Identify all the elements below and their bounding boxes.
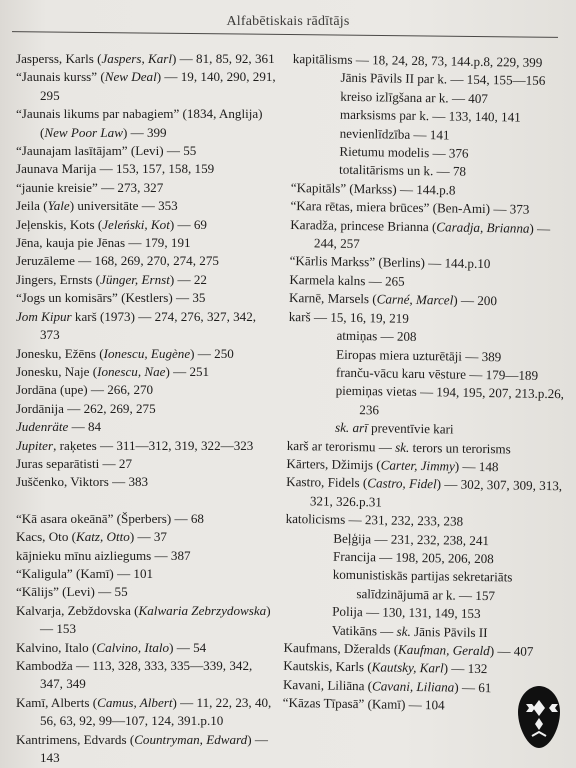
index-entry: Jom Kipur karš (1973) — 274, 276, 327, 342, 373 xyxy=(16,308,257,343)
index-subentry: Jānis Pāvils II par k. — 154, 155—156 xyxy=(340,70,546,89)
index-subentry: franču-vācu karu vēsture — 179—189 xyxy=(335,364,539,383)
page-header: Alfabētiskais rādītājs xyxy=(226,14,350,29)
index-entry: Karnē, Marsels (Carné, Marcel) — 200 xyxy=(288,290,498,309)
index-entry: “Jaunajam lasītājam” (Levi) — 55 xyxy=(16,143,197,159)
index-entry: Jordānija — 262, 269, 275 xyxy=(16,400,156,416)
index-entry: Jeļenskis, Kots (Jeleński, Kot) — 69 xyxy=(16,216,207,232)
index-entry: Judenräte — 84 xyxy=(16,419,102,435)
index-subentry: komunistiskās partijas sekretariāts salīdzinājumā ar k. — 157 xyxy=(332,567,513,604)
index-subentry: marksisms par k. — 133, 140, 141 xyxy=(339,106,521,125)
index-entry: kājnieku mīnu aizliegums — 387 xyxy=(16,547,191,563)
index-entry: Kalvarja, Zebždovska (Kalwaria Zebrzydowska) — 153 xyxy=(16,602,271,637)
index-column-left xyxy=(16,50,276,767)
index-subentry: kreiso izlīgšana ar k. — 407 xyxy=(340,88,489,106)
index-entry: Kautskis, Karls (Kautsky, Karl) — 132 xyxy=(283,658,488,677)
index-entry: Jaunava Marija — 153, 157, 158, 159 xyxy=(16,161,215,177)
index-subentry: sk. arī preventīvie kari xyxy=(334,419,454,437)
index-column-right xyxy=(283,50,573,717)
index-entry: Jēna, kauja pie Jēnas — 179, 191 xyxy=(16,235,191,251)
index-entry: Jeila (Yale) universitāte — 353 xyxy=(16,198,178,214)
index-entry: “Kālijs” (Levi) — 55 xyxy=(16,584,128,600)
index-entry: Kalvino, Italo (Calvino, Italo) — 54 xyxy=(16,639,207,655)
index-entry: “Kara rētas, miera brūces” (Ben-Ami) — 373 xyxy=(290,198,530,217)
index-entry: Jasperss, Karls (Jaspers, Karl) — 81, 85, 92, 361 xyxy=(16,51,275,66)
index-entry: Kaufmans, Džeralds (Kaufman, Gerald) — 407 xyxy=(283,639,534,659)
index-subentry: Beļģija — 231, 232, 238, 241 xyxy=(333,530,490,548)
index-subentry: nevienlīdzība — 141 xyxy=(339,125,450,143)
index-entry: Jonesku, Ežēns (Ionescu, Eugène) — 250 xyxy=(16,345,234,361)
index-entry: “Kā asara okeānā” (Šperbers) — 68 xyxy=(16,510,204,526)
index-subentry: totalitārisms un k. — 78 xyxy=(339,162,467,180)
index-subentry: Vatikāns — sk. Jānis Pāvils II xyxy=(331,622,488,640)
index-entry: kapitālisms — 18, 24, 28, 73, 144.p.8, 229, 399 xyxy=(292,50,543,70)
index-entry: Jeruzāleme — 168, 269, 270, 274, 275 xyxy=(16,253,219,269)
index-entry: “Kārlis Markss” (Berlins) — 144.p.10 xyxy=(289,253,491,272)
index-entry: Jonesku, Naje (Ionescu, Nae) — 251 xyxy=(16,363,210,379)
index-entry: “Kapitāls” (Markss) — 144.p.8 xyxy=(290,179,456,198)
index-subentry: Francija — 198, 205, 206, 208 xyxy=(332,548,494,567)
index-subentry: atmiņas — 208 xyxy=(336,327,417,345)
index-entry: Kastro, Fidels (Castro, Fidel) — 302, 307, 309, 313, 321, 326.p.31 xyxy=(286,474,563,510)
index-entry: Karmela kalns — 265 xyxy=(289,271,405,289)
index-entry: Jordāna (upe) — 266, 270 xyxy=(16,382,154,398)
index-entry: karš — 15, 16, 19, 219 xyxy=(288,308,409,326)
index-subentry: Polija — 130, 131, 149, 153 xyxy=(332,603,481,622)
index-entry: Kārters, Džimijs (Carter, Jimmy) — 148 xyxy=(286,455,499,475)
index-entry: Jupiter, raķetes — 311—312, 319, 322—323 xyxy=(16,437,254,453)
index-entry: Kamī, Alberts (Camus, Albert) — 11, 22, 23, 40, 56, 63, 92, 99—107, 124, 391.p.10 xyxy=(16,694,272,729)
header-rule xyxy=(12,31,558,38)
index-entry: “Jogs un komisārs” (Kestlers) — 35 xyxy=(16,290,206,306)
index-entry: Jingers, Ernsts (Jünger, Ernst) — 22 xyxy=(16,271,207,287)
index-entry: “Jaunais kurss” (New Deal) — 19, 140, 290, 291, 295 xyxy=(16,69,276,103)
index-entry: Kambodža — 113, 328, 333, 335—339, 342, 347, 349 xyxy=(16,658,253,692)
index-entry: Kantrimens, Edvards (Countryman, Edward) — 143 xyxy=(16,731,268,766)
index-entry: katolicisms — 231, 232, 233, 238 xyxy=(285,511,464,529)
index-subentry: Rietumu modelis — 376 xyxy=(339,143,469,161)
index-entry: Juščenko, Viktors — 383 xyxy=(16,474,149,490)
index-entry: Kavani, Liliāna (Cavani, Liliana) — 61 xyxy=(282,676,492,696)
watermark-badge-icon xyxy=(516,684,562,750)
index-entry: “Kāzas Tīpasā” (Kamī) — 104 xyxy=(282,695,445,713)
index-entry: karš ar terorismu — sk. terors un terorisms xyxy=(286,437,511,457)
index-entry: “jaunie kreisie” — 273, 327 xyxy=(16,179,164,195)
index-entry: Karadža, princese Brianna (Caradja, Brianna) — 244, 257 xyxy=(290,216,551,252)
index-entry: Juras separātisti — 27 xyxy=(16,455,133,471)
index-subentry: Eiropas miera uzturētāji — 389 xyxy=(336,346,502,364)
letter-gap xyxy=(16,492,276,510)
index-entry: “Kaligula” (Kamī) — 101 xyxy=(16,565,154,581)
index-entry: “Jaunais likums par nabagiem” (1834, Anglija) (New Poor Law) — 399 xyxy=(16,106,263,140)
index-subentry: piemiņas vietas — 194, 195, 207, 213.p.26, 236 xyxy=(335,383,565,418)
index-entry: Kacs, Oto (Katz, Otto) — 37 xyxy=(16,529,167,545)
